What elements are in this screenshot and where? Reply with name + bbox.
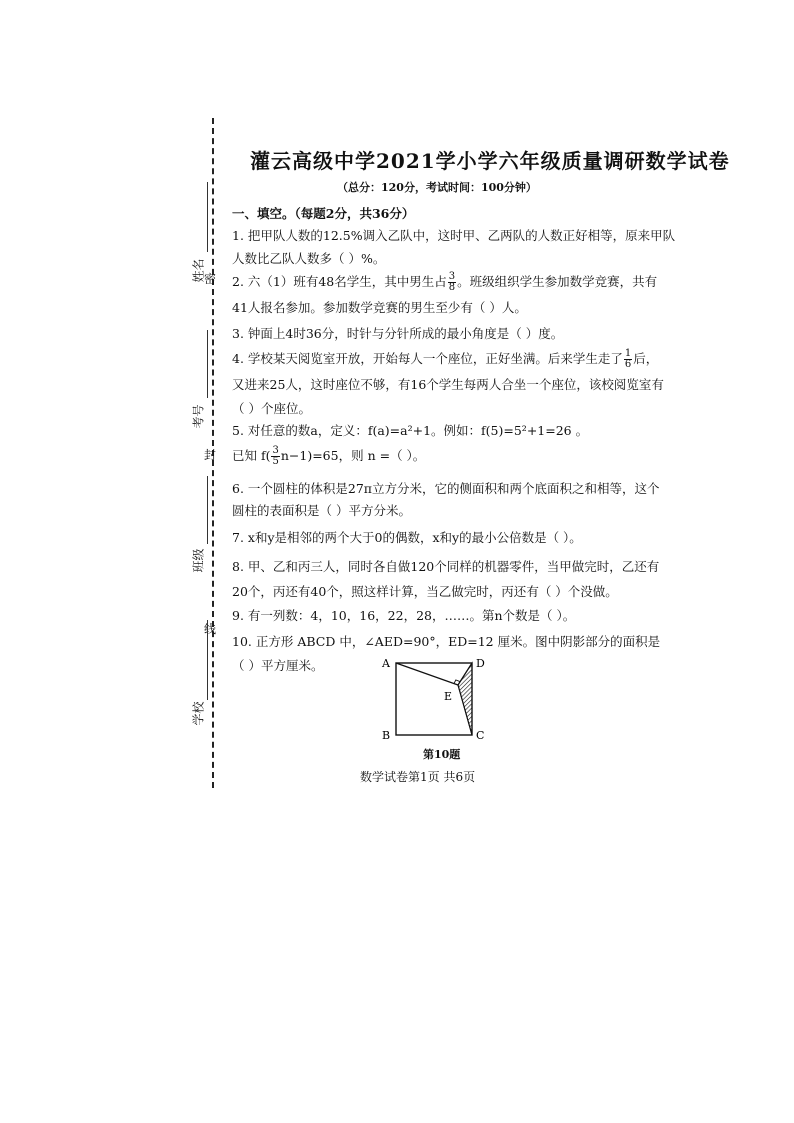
question-4-text-a: 4. 学校某天阅览室开放，开始每人一个座位，正好坐满。后来学生走了: [232, 351, 623, 366]
question-4-line-1: [232, 349, 658, 370]
exam-number-underline: [207, 330, 208, 398]
segment-ae: [396, 663, 458, 685]
fraction-denominator: 6: [624, 359, 632, 370]
fraction-numerator: 1: [624, 348, 632, 359]
fraction-numerator: 3: [448, 271, 456, 282]
fraction-1-6: [624, 349, 632, 370]
fraction-denominator: 8: [448, 282, 456, 293]
fraction-denominator: 5: [272, 456, 279, 467]
question-5-line-2: [232, 446, 425, 467]
question-6-line-1: 6. 一个圆柱的体积是27π立方分米，它的侧面积和两个底面积之和相等，这个: [232, 481, 660, 496]
square-abcd-figure: [378, 657, 498, 742]
section-heading: 一、填空。（每题2分，共36分）: [232, 206, 415, 221]
question-7: 7. x和y是相邻的两个大于0的偶数，x和y的最小公倍数是（ ）。: [232, 530, 582, 545]
class-underline: [207, 476, 208, 544]
vertex-label-c: C: [476, 729, 485, 742]
question-2-text-b: 。班级组织学生参加数学竞赛，共有: [457, 274, 658, 289]
question-4-line-2: 又进来25人，这时座位不够，有16个学生每两人合坐一个座位，该校阅览室有: [232, 377, 664, 392]
question-3: 3. 钟面上4时36分，时针与分针所成的最小角度是（ ）度。: [232, 326, 564, 341]
class-label: 班级: [191, 548, 206, 573]
vertex-label-d: D: [476, 657, 485, 670]
question-8-line-1: 8. 甲、乙和丙三人，同时各自做120个同样的机器零件，当甲做完时，乙还有: [232, 559, 660, 574]
fraction-numerator: 3: [272, 445, 279, 456]
question-4-text-b: 后，: [633, 351, 659, 366]
question-10-line-1: 10. 正方形 ABCD 中，∠AED=90°，ED=12 厘米。图中阴影部分的面积是: [232, 634, 661, 649]
name-label: 姓名: [191, 258, 206, 283]
seal-char-mi: 密: [204, 272, 217, 286]
school-underline: [207, 620, 208, 700]
seal-char-feng: 封: [204, 448, 217, 462]
page-footer: 数学试卷第1页 共6页: [360, 770, 476, 784]
vertex-label-b: B: [382, 729, 391, 742]
square-outline: [396, 663, 472, 735]
fraction-3-8: [448, 272, 456, 293]
name-underline: [207, 182, 208, 252]
question-2-line-1: [232, 272, 657, 293]
vertex-label-a: A: [382, 657, 390, 670]
question-5-line-1: 5. 对任意的数a，定义：f(a)=a²+1。例如：f(5)=5²+1=26 。: [232, 423, 589, 438]
school-label: 学校: [191, 701, 206, 726]
binding-sidebar: [0, 0, 230, 1123]
question-5-text-b: n−1)=65，则 n =（ ）。: [280, 448, 426, 463]
question-2-line-2: 41人报名参加。参加数学竞赛的男生至少有（ ）人。: [232, 300, 527, 315]
question-10-line-2: （ ）平方厘米。: [232, 658, 324, 673]
exam-number-label: 考号: [191, 404, 206, 429]
fraction-3-5: [271, 446, 279, 467]
question-5-text-a: 已知 f(: [232, 448, 271, 463]
seal-char-xian: 线: [204, 622, 217, 636]
exam-title: 灌云高级中学2021学小学六年级质量调研数学试卷: [250, 149, 730, 173]
question-8-line-2: 20个，丙还有40个，照这样计算，当乙做完时，丙还有（ ）个没做。: [232, 584, 618, 599]
question-9: 9. 有一列数：4，10，16，22，28，……。第n个数是（ ）。: [232, 608, 576, 623]
question-2-text-a: 2. 六（1）班有48名学生，其中男生占: [232, 274, 447, 289]
exam-subtitle: （总分：120分，考试时间：100分钟）: [337, 181, 537, 194]
figure-caption: 第10题: [423, 748, 461, 761]
question-4-line-3: （ ）个座位。: [232, 401, 311, 416]
vertex-label-e: E: [444, 690, 453, 703]
question-1-line-1: 1. 把甲队人数的12.5%调入乙队中，这时甲、乙两队的人数正好相等，原来甲队: [232, 228, 676, 243]
question-6-line-2: 圆柱的表面积是（ ）平方分米。: [232, 503, 411, 518]
question-1-line-2: 人数比乙队人数多（ ）%。: [232, 251, 386, 266]
